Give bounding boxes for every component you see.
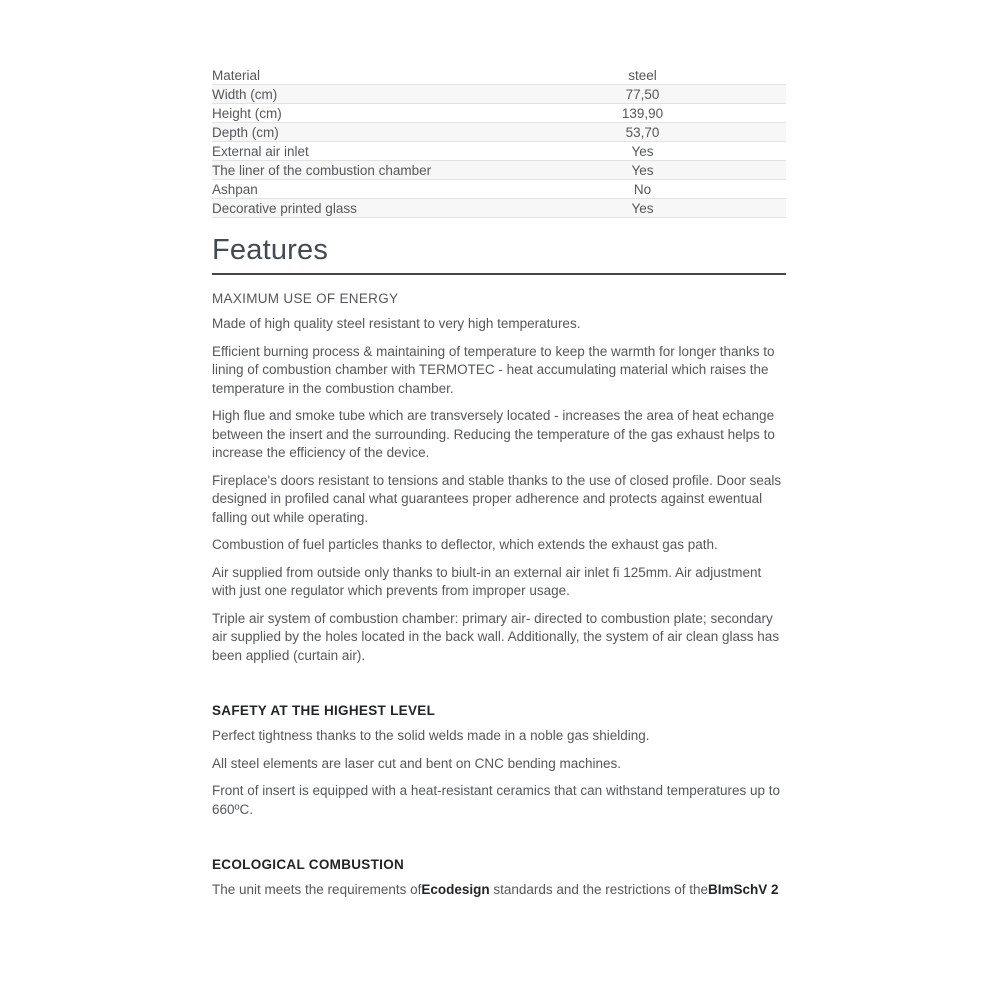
feature-paragraph: Front of insert is equipped with a heat-resistant ceramics that can withstand temperatures up to 660ºC. — [212, 783, 781, 817]
bimschv-bold: BImSchV 2 — [708, 882, 779, 897]
spec-label: Material — [212, 66, 499, 85]
table-row — [212, 123, 786, 142]
spec-label: Ashpan — [212, 180, 499, 199]
ecodesign-text-prefix: The unit meets the requirements of — [212, 882, 422, 897]
features-heading: Features — [212, 234, 329, 266]
feature-paragraph: All steel elements are laser cut and bent on CNC bending machines. — [212, 755, 621, 771]
feature-paragraph: Triple air system of combustion chamber: primary air- directed to combustion plate; secondary air supplied by the holes located in the back wall. Additionally, the system of air clean glass has been applied (curtain air). — [212, 610, 780, 663]
spec-value: 77,50 — [499, 85, 786, 104]
spec-label: Height (cm) — [212, 104, 499, 123]
spec-value: 53,70 — [499, 123, 786, 142]
feature-paragraph: Made of high quality steel resistant to very high temperatures. — [212, 316, 581, 331]
feature-paragraph: Fireplace's doors resistant to tensions and stable thanks to the use of closed profile. Door seals designed in profiled canal what guarantees proper adherence and protects against ewentual falling out while operating. — [212, 472, 782, 525]
section-title-ecological: ECOLOGICAL COMBUSTION — [212, 857, 405, 872]
spec-value: Yes — [499, 142, 786, 161]
feature-paragraph: High flue and smoke tube which are transversely located - increases the area of heat echange between the insert and the surrounding. Reducing the temperature of the gas exhaust helps to increase the efficiency of the device. — [212, 408, 775, 460]
table-row — [212, 66, 786, 85]
table-row — [212, 85, 786, 104]
feature-paragraph: Perfect tightness thanks to the solid welds made in a noble gas shielding. — [212, 728, 650, 743]
section-title-maximum-use: MAXIMUM USE OF ENERGY — [212, 291, 399, 306]
table-row — [212, 199, 786, 218]
spec-value: 139,90 — [499, 104, 786, 123]
spec-label: Depth (cm) — [212, 123, 499, 142]
spec-label: External air inlet — [212, 142, 499, 161]
features-divider — [212, 273, 786, 275]
ecodesign-text-middle: standards and the restrictions of the — [489, 882, 708, 897]
ecodesign-paragraph — [212, 881, 786, 900]
table-row — [212, 161, 786, 180]
spec-table — [212, 66, 786, 218]
table-row — [212, 104, 786, 123]
spec-label: Width (cm) — [212, 85, 499, 104]
spec-value: Yes — [499, 161, 786, 180]
table-row — [212, 142, 786, 161]
feature-paragraph: Combustion of fuel particles thanks to deflector, which extends the exhaust gas path. — [212, 537, 718, 552]
ecodesign-bold: Ecodesign — [421, 882, 490, 897]
spec-value: No — [499, 180, 786, 199]
spec-label: Decorative printed glass — [212, 199, 499, 218]
spec-label: The liner of the combustion chamber — [212, 161, 499, 180]
feature-paragraph: Air supplied from outside only thanks to biult-in an external air inlet fi 125mm. Air adjustment with just one regulator which prevents from improper usage. — [212, 564, 762, 598]
table-row — [212, 180, 786, 199]
content-column — [212, 66, 786, 900]
section-title-safety: SAFETY AT THE HIGHEST LEVEL — [212, 703, 436, 718]
spec-value: steel — [499, 66, 786, 85]
feature-paragraph: Efficient burning process & maintaining of temperature to keep the warmth for longer thanks to lining of combustion chamber with TERMOTEC - heat accumulating material which raises the temperature in the combustion chamber. — [212, 343, 775, 396]
spec-value: Yes — [499, 199, 786, 218]
